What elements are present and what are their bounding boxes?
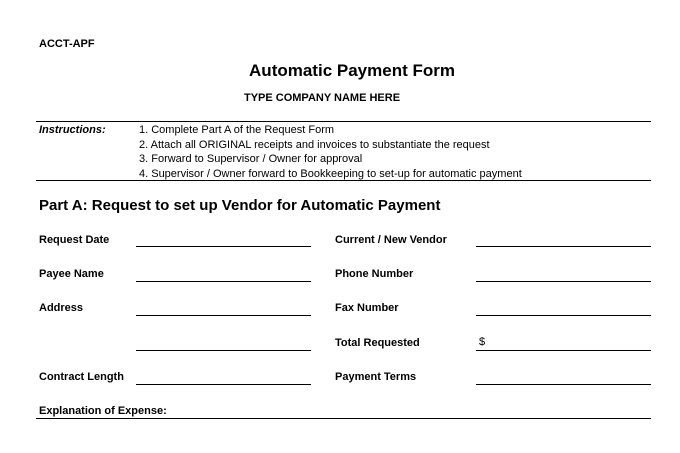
form-title: Automatic Payment Form [249,61,455,80]
instructions-top-divider [36,121,651,122]
instructions-label: Instructions: [39,124,106,136]
total-requested-label: Total Requested [335,337,420,349]
instruction-item: 3. Forward to Supervisor / Owner for approval [139,153,363,166]
current-new-vendor-field[interactable] [476,246,651,247]
instruction-item: 2. Attach all ORIGINAL receipts and invoices to substantiate the request [139,138,490,151]
request-date-field[interactable] [136,246,311,247]
phone-number-field[interactable] [476,281,651,282]
form-code: ACCT-APF [39,38,95,50]
payee-name-field[interactable] [136,281,311,282]
payment-terms-field[interactable] [476,384,651,385]
current-new-vendor-label: Current / New Vendor [335,234,447,246]
phone-number-label: Phone Number [335,268,414,280]
contract-length-label: Contract Length [39,371,124,383]
payment-terms-label: Payment Terms [335,371,417,383]
payee-name-label: Payee Name [39,268,104,280]
address-line-1-field[interactable] [136,315,311,316]
total-requested-field[interactable] [476,350,651,351]
address-line-2-field[interactable] [136,350,311,351]
instructions-list [139,123,522,181]
part-a-title: Part A: Request to set up Vendor for Automatic Payment [39,197,441,214]
instruction-item: 4. Supervisor / Owner forward to Bookkeeping to set-up for automatic payment [139,167,522,180]
instruction-item: 1. Complete Part A of the Request Form [139,124,335,136]
request-date-label: Request Date [39,234,110,246]
instructions-bottom-divider [36,180,651,181]
fax-number-field[interactable] [476,315,651,316]
currency-symbol: $ [479,336,486,348]
explanation-label: Explanation of Expense: [39,405,167,417]
explanation-field[interactable] [36,418,651,419]
address-label: Address [39,302,84,314]
fax-number-label: Fax Number [335,302,399,314]
company-name: TYPE COMPANY NAME HERE [243,92,401,104]
contract-length-field[interactable] [136,384,311,385]
